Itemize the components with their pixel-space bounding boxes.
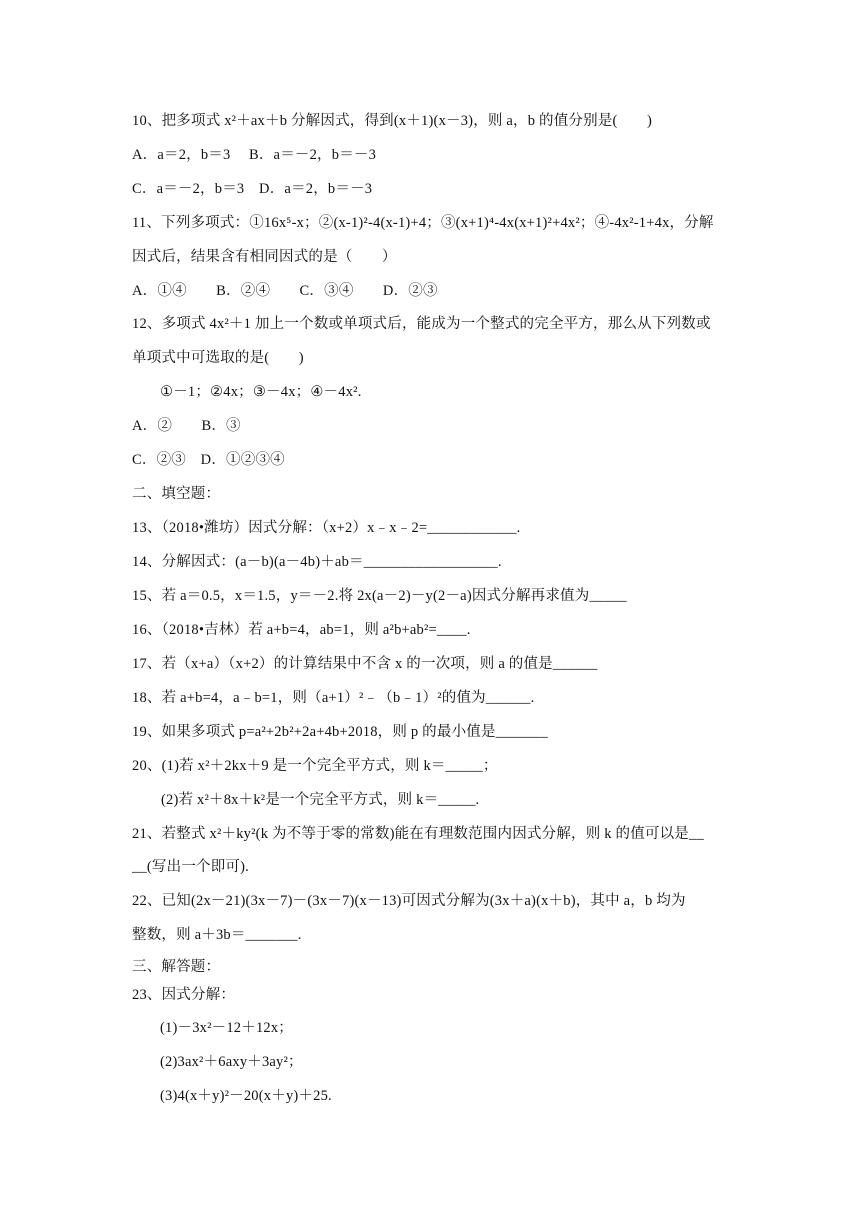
question-13-text: 13、（2018•潍坊）因式分解：（x+2）x﹣x﹣2=____________. [132, 520, 521, 536]
section-fill-in-heading-text: 二、填空题： [132, 486, 221, 502]
question-11-text: 11、下列多项式：①16x⁵-x；②(x-1)²-4(x-1)+4；③(x+1)⁴-4x(x+1)²+4x²；④-4x²-1+4x，分解 [132, 215, 714, 231]
question-11-options-text: A．①④ B．②④ C．③④ D．②③ [132, 283, 438, 299]
question-23-part3-text: (3)4(x＋y)²－20(x＋y)＋25. [160, 1088, 332, 1104]
question-11 [132, 213, 714, 233]
question-10-options-cd [132, 179, 372, 199]
question-19 [132, 722, 548, 742]
question-21-cont [132, 857, 249, 877]
question-21 [132, 824, 704, 844]
question-18-text: 18、若 a+b=4，a﹣b=1，则（a+1）²﹣（b﹣1）²的值为______. [132, 690, 535, 706]
question-18 [132, 688, 534, 708]
question-22-text: 22、已知(2x－21)(3x－7)－(3x－7)(x－13)可因式分解为(3x＋a)(x＋b)，其中 a，b 均为 [132, 893, 686, 909]
question-14-text: 14、分解因式：(a－b)(a－4b)＋ab＝__________________. [132, 554, 502, 570]
question-10-options-ab-text: A．a＝2，b＝3 B．a＝－2，b＝－3 [132, 147, 377, 163]
question-12-cont-text: 单项式中可选取的是( ) [132, 350, 304, 366]
question-12-options-ab [132, 416, 241, 436]
question-10-text: 10、把多项式 x²＋ax＋b 分解因式，得到(x＋1)(x－3)，则 a，b 的值分别是( ) [132, 113, 652, 129]
question-17-text: 17、若（x+a）（x+2）的计算结果中不含 x 的一次项，则 a 的值是______ [132, 656, 598, 672]
question-23-text: 23、因式分解： [132, 987, 236, 1003]
question-14 [132, 552, 502, 572]
section-fill-in-heading [132, 484, 220, 504]
question-11-options [132, 281, 438, 301]
question-10 [132, 111, 652, 131]
question-23-part1-text: (1)－3x²－12＋12x； [160, 1020, 294, 1036]
question-11-cont-text: 因式后，结果含有相同因式的是（ ） [132, 249, 397, 265]
question-15-text: 15、若 a＝0.5，x＝1.5，y＝－2.将 2x(a－2)－y(2－a)因式分解再求值为_____ [132, 588, 627, 604]
question-20-part1 [132, 756, 498, 776]
section-answer-heading [132, 957, 220, 977]
question-23-part1 [160, 1018, 293, 1038]
question-21-cont-text: __(写出一个即可). [132, 859, 249, 875]
question-22-cont [132, 925, 302, 945]
question-17 [132, 654, 598, 674]
question-12-choices [160, 382, 362, 402]
question-12-choices-text: ①－1；②4x；③－4x；④－4x². [160, 384, 362, 400]
question-10-options-ab [132, 145, 376, 165]
question-12-options-cd-text: C．②③ D．①②③④ [132, 452, 285, 468]
question-19-text: 19、如果多项式 p=a²+2b²+2a+4b+2018，则 p 的最小值是_______ [132, 724, 548, 740]
question-23-part2 [160, 1052, 303, 1072]
question-16 [132, 620, 471, 640]
question-23-part3 [160, 1086, 332, 1106]
question-10-options-cd-text: C．a＝－2，b＝3 D．a＝2，b＝－3 [132, 181, 373, 197]
question-23-part2-text: (2)3ax²＋6axy＋3ay²； [160, 1054, 303, 1070]
question-20-part1-text: 20、(1)若 x²＋2kx＋9 是一个完全平方式，则 k＝_____； [132, 758, 498, 774]
question-12-options-cd [132, 450, 285, 470]
question-21-text: 21、若整式 x²＋ky²(k 为不等于零的常数)能在有理数范围内因式分解，则 k 的值可以是__ [132, 826, 704, 842]
question-12 [132, 314, 711, 334]
question-22 [132, 891, 686, 911]
section-answer-heading-text: 三、解答题： [132, 959, 221, 975]
question-23 [132, 985, 235, 1005]
question-20-part2 [161, 790, 479, 810]
question-12-text: 12、多项式 4x²＋1 加上一个数或单项式后，能成为一个整式的完全平方，那么从下列数或 [132, 316, 711, 332]
question-13 [132, 518, 521, 538]
question-12-options-ab-text: A．② B．③ [132, 418, 241, 434]
question-16-text: 16、（2018•吉林）若 a+b=4，ab=1，则 a²b+ab²=____. [132, 622, 471, 638]
question-15 [132, 586, 627, 606]
question-12-cont [132, 348, 304, 368]
question-11-cont [132, 247, 397, 267]
question-20-part2-text: (2)若 x²＋8x＋k²是一个完全平方式，则 k＝_____. [161, 792, 480, 808]
question-22-cont-text: 整数，则 a＋3b＝_______. [132, 927, 302, 943]
